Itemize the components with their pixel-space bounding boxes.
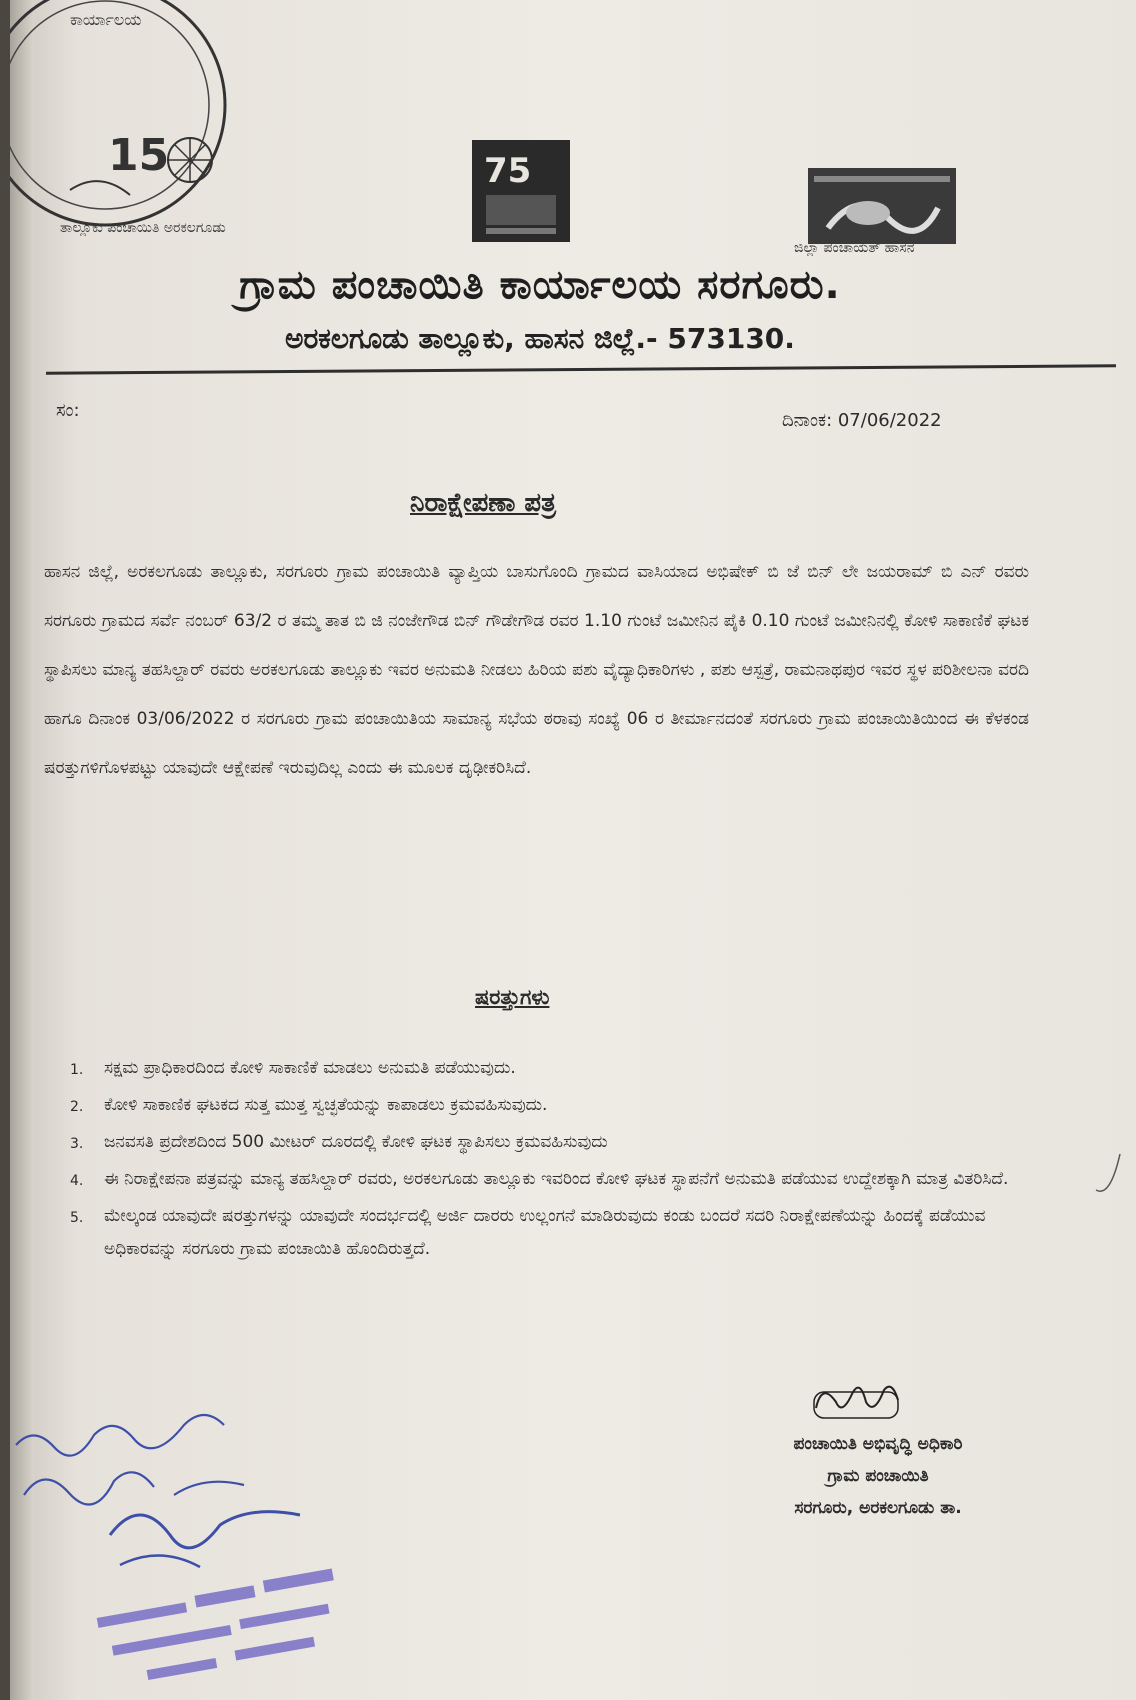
margin-pen-mark xyxy=(1090,1150,1130,1200)
signatory-designation: ಪಂಚಾಯಿತಿ ಅಭಿವೃದ್ಧಿ ಅಧಿಕಾರಿ xyxy=(793,1434,963,1454)
svg-text:75: 75 xyxy=(484,151,532,191)
office-title: ಗ್ರಾಮ ಪಂಚಾಯಿತಿ ಕಾರ್ಯಾಲಯ ಸರಗೂರು. xyxy=(239,262,841,308)
condition-item: 2. ಕೋಳಿ ಸಾಕಾಣಿಕ ಘಟಕದ ಸುತ್ತ ಮುತ್ತ ಸ್ವಚ್ಛತೆಯನ್ನು ಕಾಪಾಡಲು ಕ್ರಮವಹಿಸುವುದು. xyxy=(70,1095,548,1115)
condition-item: 1. ಸಕ್ಷಮ ಪ್ರಾಧಿಕಾರದಿಂದ ಕೋಳಿ ಸಾಕಾಣಿಕೆ ಮಾಡಲು ಅನುಮತಿ ಪಡೆಯುವುದು. xyxy=(70,1058,516,1078)
svg-text:ಕಾರ್ಯಾಲಯ: ಕಾರ್ಯಾಲಯ xyxy=(70,10,142,29)
condition-item: 3. ಜನವಸತಿ ಪ್ರದೇಶದಿಂದ 500 ಮೀಟರ್ ದೂರದಲ್ಲಿ ಕೋಳಿ ಘಟಕ ಸ್ಥಾಪಿಸಲು ಕ್ರಮವಹಿಸುವುದು xyxy=(70,1132,608,1152)
letter-date: ದಿನಾಂಕ: 07/06/2022 xyxy=(782,410,942,431)
condition-item: 4. ಈ ನಿರಾಕ್ಷೇಪನಾ ಪತ್ರವನ್ನು ಮಾನ್ಯ ತಹಸಿಲ್ದಾರ್ ರವರು, ಅರಕಲಗೂಡು ತಾಲ್ಲೂಕು ಇವರಿಂದ ಕೋಳಿ ಘಟಕ ಸ್ಥಾಪನೆಗೆ ಅನುಮತಿ ಪಡೆಯುವ ಉದ್ದೇಶಕ್ಕಾಗಿ ಮಾತ್ರ ವಿತರಿಸಿದೆ. xyxy=(70,1169,1009,1189)
zilla-panchayat-logo xyxy=(808,168,956,244)
conditions-heading: ಷರತ್ತುಗಳು xyxy=(475,985,550,1009)
taluk-logo-caption: ತಾಲ್ಲೂಕು ಪಂಚಾಯಿತಿ ಅರಕಲಗೂಡು xyxy=(60,220,226,236)
letter-body: ಹಾಸನ ಜಿಲ್ಲೆ, ಅರಕಲಗೂಡು ತಾಲ್ಲೂಕು, ಸರಗೂರು ಗ್ರಾಮ ಪಂಚಾಯಿತಿ ವ್ಯಾಪ್ತಿಯ ಬಾಸುಗೊಂದಿ ಗ್ರಾಮದ ವಾಸಿಯಾದ ಅಭಿಷೇಕ್ ಬಿ ಜೆ ಬಿನ್ ಲೇ ಜಯರಾಮ್ ಬಿ ಎನ್ ರವರು ಸರಗೂರು ಗ್ರಾಮದ ಸರ್ವೆ ನಂಬರ್ 63/2 ರ ತಮ್ಮ ತಾತ ಬಿ ಜಿ ನಂಜೇಗೌಡ ಬಿನ್ ಗೌಡೇಗೌಡ ರವರ 1.10 ಗುಂಟೆ ಜಮೀನಿನ ಪೈಕಿ 0.10 ಗುಂಟೆ ಜಮೀನಿನಲ್ಲಿ ಕೋಳಿ ಸಾಕಾಣಿಕೆ ಘಟಕ ಸ್ಥಾಪಿಸಲು ಮಾನ್ಯ ತಹಸಿಲ್ದಾರ್ ರವರು ಅರಕಲಗೂಡು ತಾಲ್ಲೂಕು ಇವರ ಅನುಮತಿ ನೀಡಲು ಹಿರಿಯ ಪಶು ವೈದ್ಯಾಧಿಕಾರಿಗಳು , ಪಶು ಆಸ್ಪತ್ರೆ, ರಾಮನಾಥಪುರ ಇವರ ಸ್ಥಳ ಪರಿಶೀಲನಾ ವರದಿ ಹಾಗೂ ದಿನಾಂಕ 03/06/2022 ರ ಸರಗೂರು ಗ್ರಾಮ ಪಂಚಾಯಿತಿಯ ಸಾಮಾನ್ಯ ಸಭೆಯ ಠರಾವು ಸಂಖ್ಯೆ 06 ರ ತೀರ್ಮಾನದಂತೆ ಸರಗೂರು ಗ್ರಾಮ ಪಂಚಾಯಿತಿಯಿಂದ ಈ ಕೆಳಕಂಡ ಷರತ್ತುಗಳಿಗೊಳಪಟ್ಟು ಯಾವುದೇ ಆಕ್ಷೇಪಣೆ ಇರುವುದಿಲ್ಲ ಎಂದು ಈ ಮೂಲಕ ದೃಢೀಕರಿಸಿದೆ. xyxy=(44,562,1029,778)
conditions-list xyxy=(70,1052,1030,1270)
office-address: ಅರಕಲಗೂಡು ತಾಲ್ಲೂಕು, ಹಾಸನ ಜಿಲ್ಲೆ.- 573130. xyxy=(285,322,795,355)
verification-rubber-stamp xyxy=(80,1495,380,1695)
taluk-panchayat-logo xyxy=(10,0,240,230)
signatory-office: ಗ್ರಾಮ ಪಂಚಾಯಿತಿ xyxy=(827,1466,929,1486)
svg-text:15: 15 xyxy=(108,130,170,181)
document-page xyxy=(10,0,1136,1700)
signature-block xyxy=(718,1428,1038,1524)
azadi-75-emblem xyxy=(472,140,570,242)
zilla-logo-caption: ಜಿಲ್ಲಾ ಪಂಚಾಯತ್ ಹಾಸನ xyxy=(794,240,915,256)
condition-item: 5. ಮೇಲ್ಕಂಡ ಯಾವುದೇ ಷರತ್ತುಗಳನ್ನು ಯಾವುದೇ ಸಂದರ್ಭದಲ್ಲಿ ಅರ್ಜಿ ದಾರರು ಉಲ್ಲಂಗನೆ ಮಾಡಿರುವುದು ಕಂಡು ಬಂದರೆ ಸದರಿ ನಿರಾಕ್ಷೇಪಣೆಯನ್ನು ಹಿಂದಕ್ಕೆ ಪಡೆಯುವ ಅಧಿಕಾರವನ್ನು ಸರಗೂರು ಗ್ರಾಮ ಪಂಚಾಯಿತಿ ಹೊಂದಿರುತ್ತದೆ. xyxy=(70,1206,986,1259)
header-divider xyxy=(46,364,1116,374)
reference-number-label: ಸಂ: xyxy=(56,400,80,421)
letter-heading: ನಿರಾಕ್ಷೇಪಣಾ ಪತ್ರ xyxy=(410,488,556,518)
officer-signature xyxy=(808,1372,904,1424)
signatory-location: ಸರಗೂರು, ಅರಕಲಗೂಡು ತಾ. xyxy=(794,1498,962,1518)
